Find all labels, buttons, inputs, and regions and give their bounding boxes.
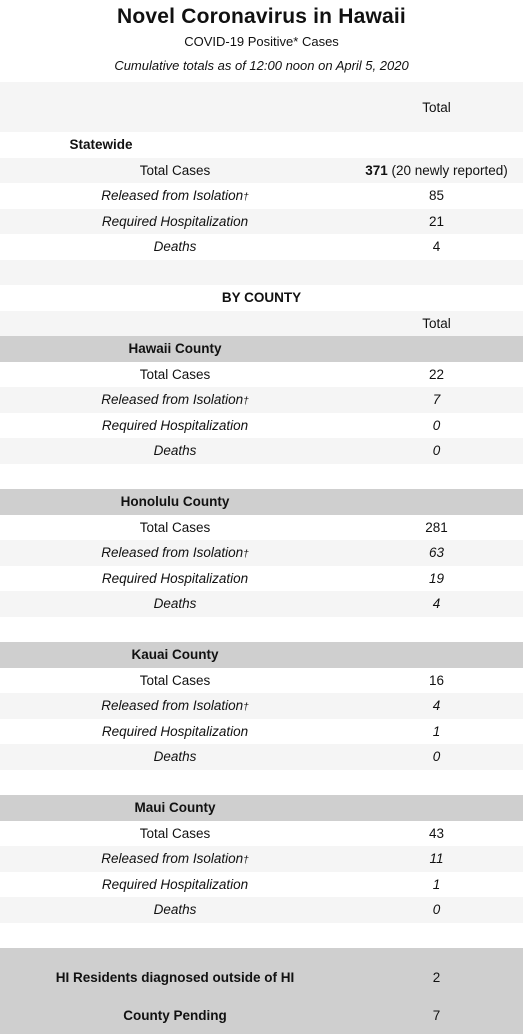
- county-released-value: 11: [429, 851, 444, 867]
- statewide-released-value: 85: [428, 188, 445, 204]
- dagger-mark: †: [243, 855, 249, 867]
- county-name: Kauai County: [131, 647, 219, 663]
- county-released-row: [0, 387, 523, 413]
- statewide-total-cases-number: 371: [365, 162, 388, 178]
- spacer-row: [0, 617, 523, 643]
- statewide-total-cases-label: Total Cases: [139, 162, 211, 178]
- county-name-row: [0, 795, 523, 821]
- statewide-total-cases-note: (20 newly reported): [387, 162, 508, 178]
- county-name: Hawaii County: [128, 341, 222, 357]
- statewide-deaths-value: 4: [432, 239, 441, 255]
- page-header: [0, 0, 523, 82]
- county-section: [0, 642, 523, 795]
- statewide-deaths-row: [0, 234, 523, 260]
- county-released-value: 4: [432, 698, 441, 714]
- county-column-header-row: [0, 311, 523, 337]
- county-total-cases-row: [0, 821, 523, 847]
- county-total-cases-value: 16: [428, 672, 445, 688]
- statewide-label: Statewide: [69, 137, 133, 153]
- statewide-released-row: [0, 183, 523, 209]
- county-released-value: 63: [428, 545, 445, 561]
- spacer-row: [0, 770, 523, 796]
- county-deaths-row: [0, 744, 523, 770]
- outside-hi-value: 2: [432, 969, 441, 985]
- county-total-cases-value: 281: [425, 519, 448, 535]
- county-deaths-row: [0, 591, 523, 617]
- county-deaths-value: 0: [432, 443, 441, 459]
- dagger-mark: †: [243, 192, 249, 204]
- county-section: [0, 336, 523, 489]
- county-deaths-row: [0, 438, 523, 464]
- county-total-cases-value: 43: [428, 825, 445, 841]
- county-name-row: [0, 336, 523, 362]
- county-pending-value: 7: [432, 1007, 441, 1023]
- county-name: Honolulu County: [120, 494, 230, 510]
- county-deaths-label: Deaths: [153, 596, 197, 612]
- county-released-row: [0, 846, 523, 872]
- county-deaths-label: Deaths: [153, 749, 197, 765]
- page-subtitle: COVID-19 Positive* Cases: [184, 34, 339, 49]
- county-released-row: [0, 540, 523, 566]
- county-released-row: [0, 693, 523, 719]
- county-pending-row: [0, 996, 523, 1034]
- county-total-cases-row: [0, 668, 523, 694]
- statewide-hospitalized-row: [0, 209, 523, 235]
- county-hospitalized-value: 0: [432, 417, 441, 433]
- county-released-value: 7: [432, 392, 441, 408]
- county-name-row: [0, 642, 523, 668]
- county-hospitalized-label: Required Hospitalization: [101, 723, 249, 739]
- dagger-mark: †: [243, 396, 249, 408]
- by-county-heading: BY COUNTY: [221, 290, 302, 306]
- county-deaths-label: Deaths: [153, 902, 197, 918]
- statewide-total-cases-value: [350, 163, 523, 178]
- statewide-hospitalized-label: Required Hospitalization: [101, 213, 249, 229]
- spacer-row: [0, 464, 523, 490]
- spacer-row: [0, 260, 523, 286]
- county-total-cases-row: [0, 362, 523, 388]
- page-title: Novel Coronavirus in Hawaii: [117, 5, 406, 28]
- county-sections: [0, 336, 523, 948]
- date-line: Cumulative totals as of 12:00 noon on April 5, 2020: [114, 58, 409, 73]
- county-hospitalized-row: [0, 413, 523, 439]
- county-name-row: [0, 489, 523, 515]
- county-released-label: Released from Isolation†: [101, 851, 249, 867]
- dagger-mark: †: [243, 549, 249, 561]
- county-column-header-total: Total: [422, 315, 451, 331]
- county-hospitalized-value: 1: [432, 723, 441, 739]
- statewide-total-cases-row: [0, 158, 523, 184]
- county-hospitalized-value: 1: [432, 876, 441, 892]
- statewide-hospitalized-value: 21: [428, 213, 445, 229]
- county-released-label: Released from Isolation†: [101, 698, 249, 714]
- county-total-cases-label: Total Cases: [139, 366, 211, 382]
- county-hospitalized-row: [0, 719, 523, 745]
- statewide-label-row: [0, 132, 523, 158]
- county-section: [0, 489, 523, 642]
- statewide-deaths-label: Deaths: [153, 239, 197, 255]
- county-total-cases-row: [0, 515, 523, 541]
- outside-hi-label: HI Residents diagnosed outside of HI: [55, 969, 295, 985]
- by-county-heading-row: [0, 285, 523, 311]
- county-deaths-value: 4: [432, 596, 441, 612]
- county-section: [0, 795, 523, 948]
- county-hospitalized-label: Required Hospitalization: [101, 417, 249, 433]
- county-pending-label: County Pending: [123, 1007, 227, 1023]
- county-deaths-row: [0, 897, 523, 923]
- county-total-cases-label: Total Cases: [139, 672, 211, 688]
- county-hospitalized-row: [0, 566, 523, 592]
- county-deaths-value: 0: [432, 749, 441, 765]
- county-total-cases-label: Total Cases: [139, 825, 211, 841]
- county-hospitalized-label: Required Hospitalization: [101, 876, 249, 892]
- column-header-total: Total: [422, 99, 451, 115]
- county-total-cases-label: Total Cases: [139, 519, 211, 535]
- county-hospitalized-row: [0, 872, 523, 898]
- county-released-label: Released from Isolation†: [101, 545, 249, 561]
- county-hospitalized-value: 19: [428, 570, 445, 586]
- spacer-row: [0, 923, 523, 949]
- county-deaths-value: 0: [432, 902, 441, 918]
- outside-hi-row: [0, 958, 523, 996]
- statewide-released-label: Released from Isolation†: [101, 188, 249, 204]
- county-deaths-label: Deaths: [153, 443, 197, 459]
- county-released-label: Released from Isolation†: [101, 392, 249, 408]
- county-hospitalized-label: Required Hospitalization: [101, 570, 249, 586]
- county-name: Maui County: [134, 800, 216, 816]
- statewide-column-header-row: [0, 82, 523, 132]
- dagger-mark: †: [243, 702, 249, 714]
- county-total-cases-value: 22: [428, 366, 445, 382]
- footer-summary: [0, 948, 523, 1034]
